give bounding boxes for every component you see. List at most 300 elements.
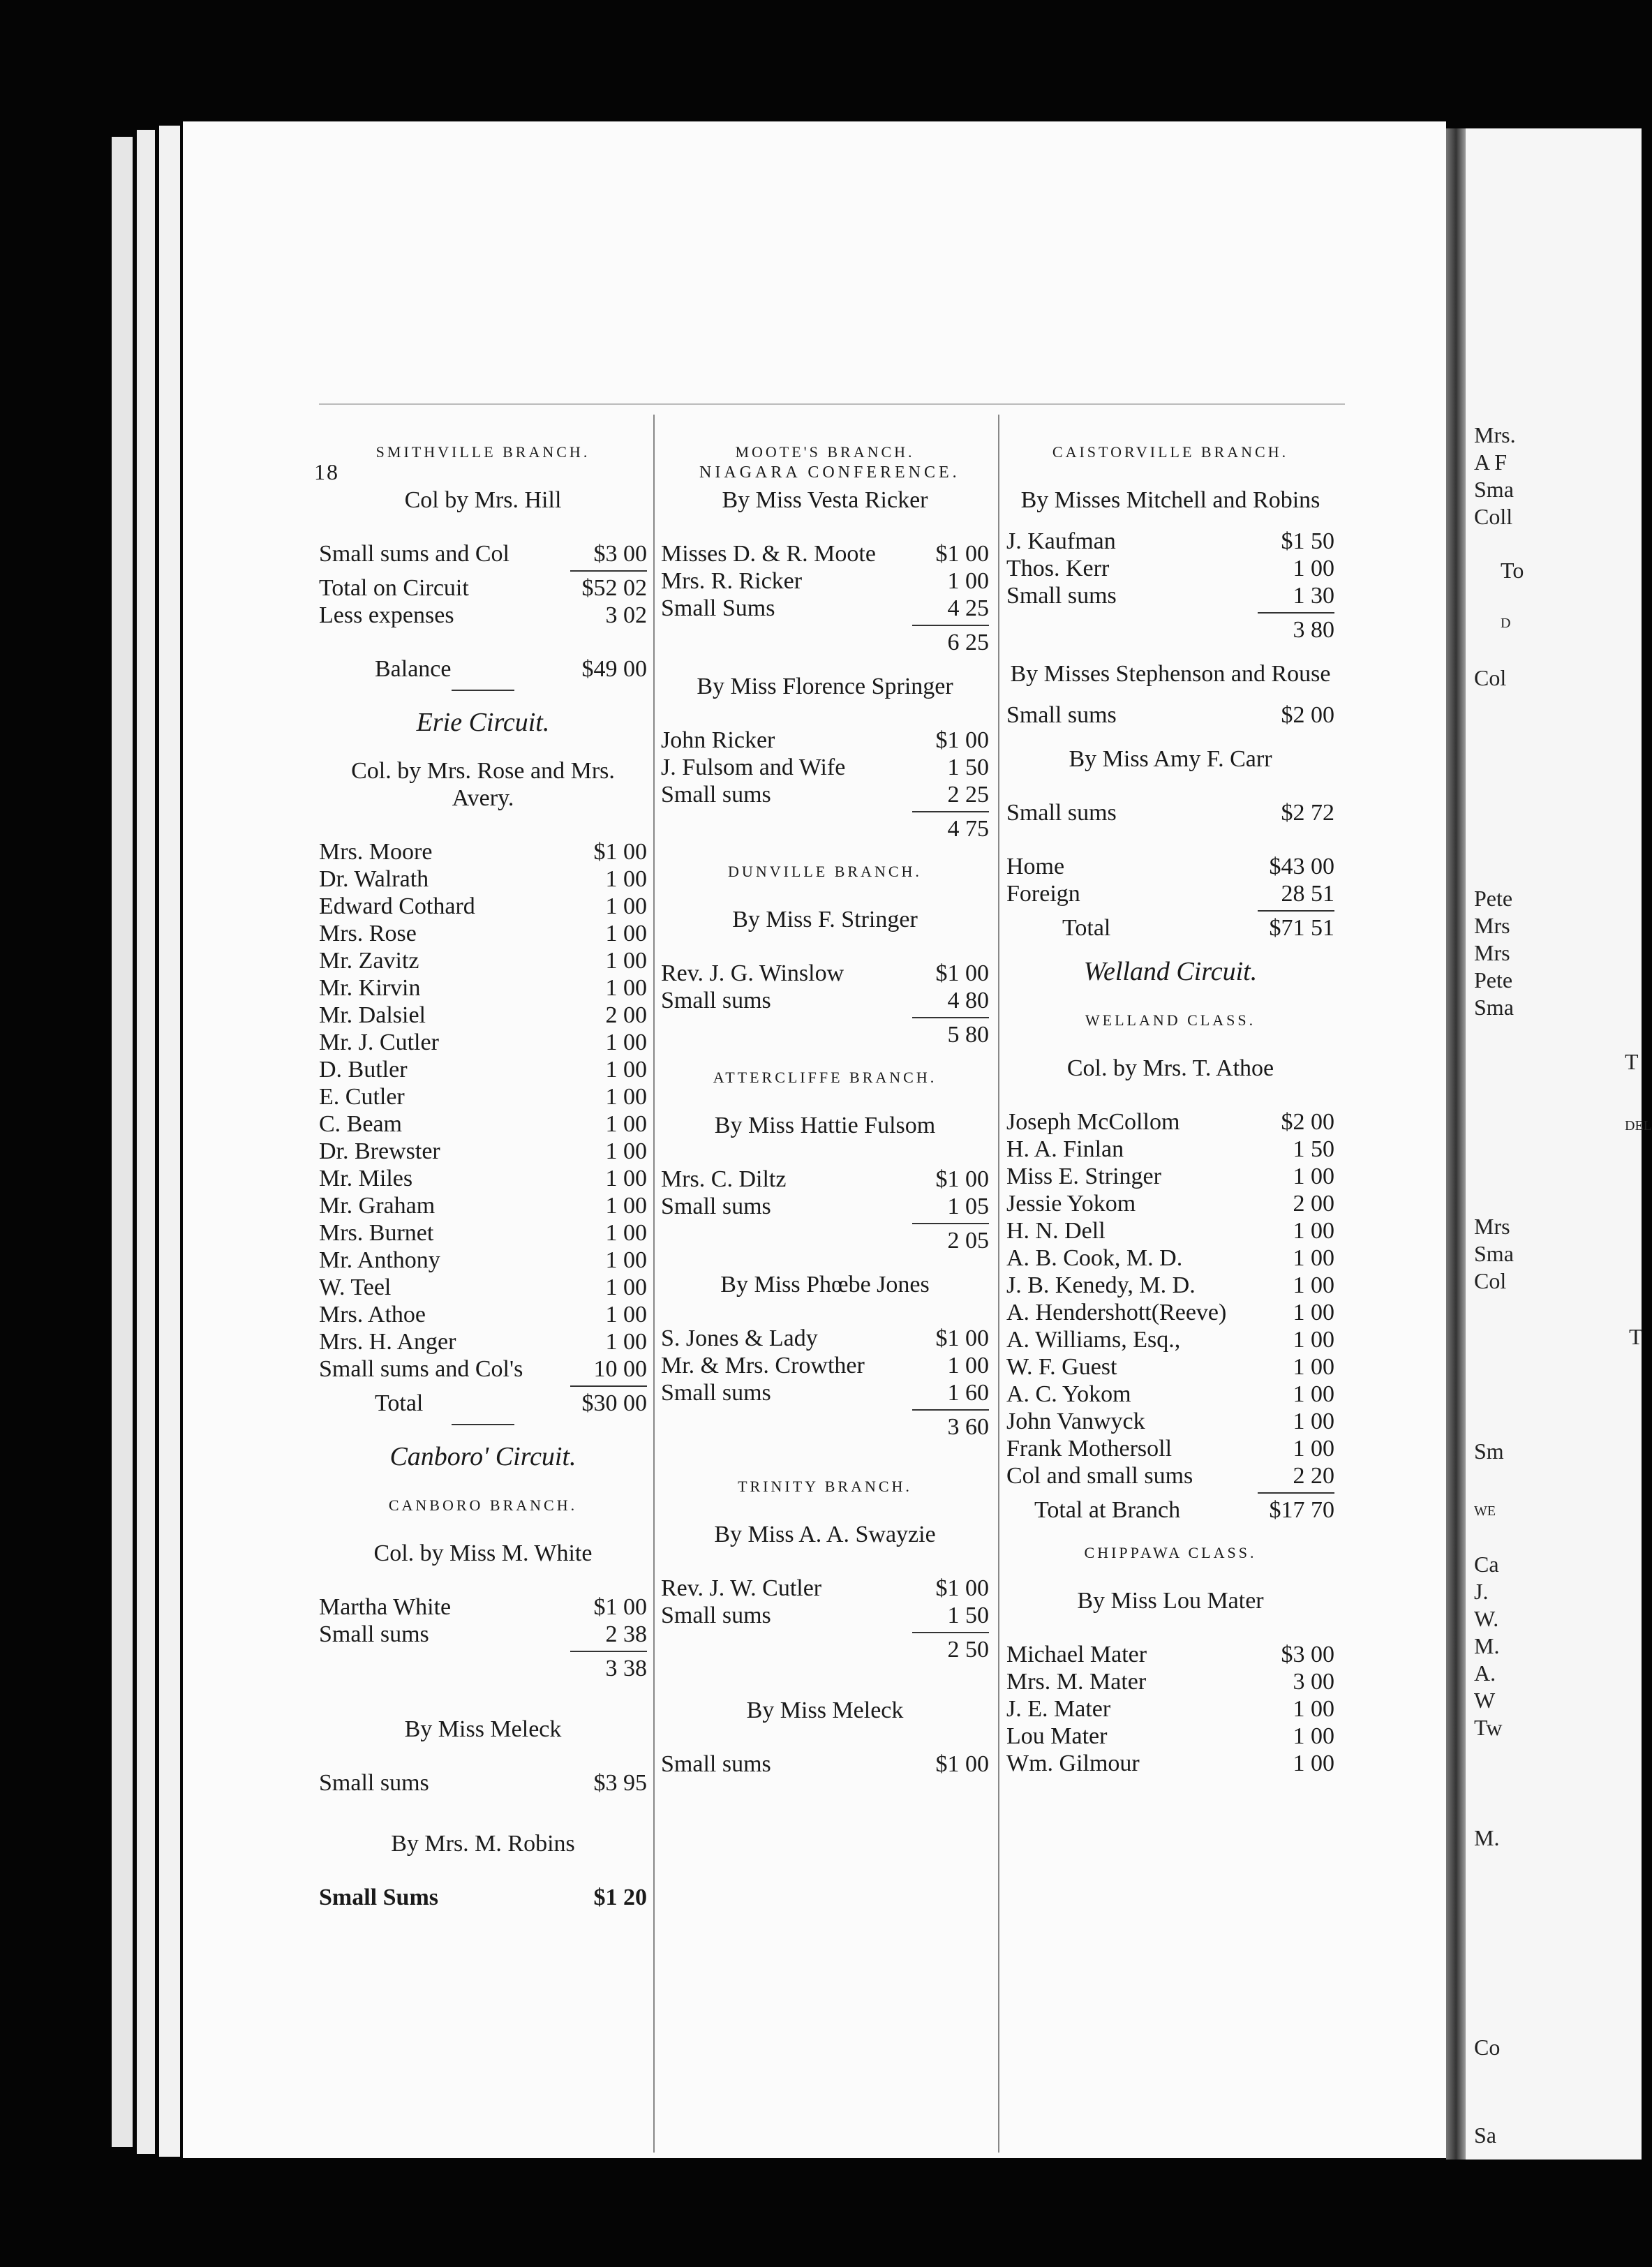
entry-amount: 1 00	[605, 975, 647, 1001]
entry-row	[319, 920, 647, 947]
entry-amount: $3 95	[593, 1770, 647, 1796]
fragment: A F	[1474, 449, 1508, 475]
fragment: Ca	[1474, 1552, 1499, 1577]
entry-name: Balance	[375, 656, 452, 682]
fragment: T	[1625, 1049, 1639, 1074]
entry-amount: 1 00	[605, 1084, 647, 1110]
entry-amount: 1 00	[1293, 1723, 1334, 1749]
column-rule	[998, 415, 999, 2153]
page-edge	[137, 130, 155, 2154]
circuit-heading: Welland Circuit.	[1083, 957, 1258, 986]
subtotal-row	[661, 1413, 989, 1441]
fragment: Tw	[1474, 1715, 1503, 1740]
entry-name: H. A. Finlan	[1006, 1136, 1124, 1162]
entry-name: A. B. Cook, M. D.	[1006, 1245, 1183, 1271]
fragment: M.	[1474, 1633, 1500, 1658]
fragment: A.	[1474, 1660, 1496, 1686]
entry-amount: $1 50	[1281, 528, 1334, 554]
entry-row	[661, 1575, 989, 1602]
entry-amount: 3 00	[1293, 1669, 1334, 1695]
entry-amount: 1 00	[1293, 1218, 1334, 1244]
entry-name: Mr. & Mrs. Crowther	[661, 1353, 865, 1378]
entry-amount: 2 25	[947, 782, 989, 808]
entry-name: Rev. J. W. Cutler	[661, 1575, 822, 1601]
subtotal-row	[661, 1636, 989, 1663]
entry-amount: 1 00	[605, 1030, 647, 1055]
total-row	[319, 1390, 647, 1417]
fragment: W.	[1474, 1606, 1499, 1631]
entry-name: S. Jones & Lady	[661, 1325, 818, 1351]
entry-name: Small sums	[1006, 800, 1117, 826]
sum-rule	[912, 1632, 989, 1633]
entry-name: Total at Branch	[1034, 1497, 1181, 1523]
entry-name: Small sums	[1006, 583, 1117, 609]
entry-name: Total on Circuit	[319, 575, 469, 601]
entry-name: Mrs. M. Mater	[1006, 1669, 1147, 1695]
fragment: Sma	[1474, 1241, 1514, 1266]
entry-amount: 3 80	[1293, 617, 1334, 643]
entry-amount: 1 00	[947, 568, 989, 594]
collector-line: By Miss Amy F. Carr	[1069, 746, 1272, 772]
entry-amount: 10 00	[593, 1356, 647, 1382]
entry-amount: 1 00	[605, 948, 647, 974]
entry-name: Edward Cothard	[319, 893, 475, 919]
entry-amount: $3 00	[593, 541, 647, 567]
entry-name: Small sums and Col	[319, 541, 509, 567]
entry-name: Mrs. Moore	[319, 839, 433, 865]
entry-row	[1006, 1326, 1334, 1353]
entry-row	[661, 1193, 989, 1220]
entry-amount: $1 00	[593, 1594, 647, 1620]
entry-amount: $49 00	[581, 656, 647, 682]
entry-name: Wm. Gilmour	[1006, 1751, 1140, 1776]
entry-row	[319, 1769, 647, 1797]
entry-name: Jessie Yokom	[1006, 1191, 1136, 1217]
entry-amount: 1 00	[605, 1138, 647, 1164]
entry-row	[319, 1301, 647, 1328]
entry-row	[1006, 1668, 1334, 1695]
entry-name: Miss E. Stringer	[1006, 1164, 1161, 1189]
balance-row	[319, 655, 647, 683]
entry-amount: 1 00	[1293, 1751, 1334, 1776]
entry-name: John Vanwyck	[1006, 1408, 1145, 1434]
entry-name: W. Teel	[319, 1274, 392, 1300]
entry-amount: 1 00	[605, 866, 647, 892]
entry-amount: $1 00	[935, 1325, 989, 1351]
entry-name: Small sums	[661, 1751, 771, 1777]
entry-row	[319, 1621, 647, 1648]
circuit-heading: Canboro' Circuit.	[389, 1442, 576, 1471]
section-divider	[452, 690, 514, 691]
fragment: Sm	[1474, 1439, 1504, 1464]
entry-amount: $3 00	[1281, 1642, 1334, 1667]
entry-amount: 1 00	[605, 921, 647, 946]
entry-row	[661, 781, 989, 808]
entry-name: J. Fulsom and Wife	[661, 755, 846, 780]
entry-amount: 2 38	[605, 1621, 647, 1647]
page-edge	[112, 137, 133, 2147]
entry-row	[319, 1110, 647, 1138]
entry-amount: 3 38	[605, 1656, 647, 1681]
entry-name: Mrs. Athoe	[319, 1302, 426, 1328]
entry-row	[1006, 1723, 1334, 1750]
entry-row	[1006, 555, 1334, 582]
entry-amount: 4 75	[947, 816, 989, 842]
collector-line: By Misses Mitchell and Robins	[1020, 487, 1320, 513]
entry-amount: $2 72	[1281, 800, 1334, 826]
entry-name: Mrs. Rose	[319, 921, 417, 946]
section-heading: SMITHVILLE BRANCH.	[375, 443, 590, 461]
entry-amount: 2 00	[1293, 1191, 1334, 1217]
entry-row	[319, 574, 647, 602]
section-heading: TRINITY BRANCH.	[738, 1478, 912, 1495]
entry-amount: 1 00	[1293, 1436, 1334, 1462]
entry-row	[1006, 1641, 1334, 1668]
entry-amount: 6 25	[947, 630, 989, 655]
entry-amount: 1 00	[1293, 1381, 1334, 1407]
entry-row	[319, 1593, 647, 1621]
entry-row	[319, 1029, 647, 1056]
entry-amount: $1 20	[593, 1885, 647, 1910]
entry-amount: 1 00	[1293, 1164, 1334, 1189]
entry-row	[1006, 1163, 1334, 1190]
entry-amount: $71 51	[1269, 915, 1334, 941]
entry-amount: $2 00	[1281, 702, 1334, 728]
entry-name: Small sums	[1006, 702, 1117, 728]
sum-rule	[1258, 1492, 1334, 1494]
fragment: Col	[1474, 1268, 1507, 1293]
entry-row	[661, 1166, 989, 1193]
entry-amount: $1 00	[935, 1166, 989, 1192]
collector-line: Col. by Mrs. Rose and Mrs. Avery.	[351, 758, 615, 811]
sum-rule	[1258, 910, 1334, 912]
sum-rule	[912, 625, 989, 626]
entry-name: Small Sums	[661, 595, 775, 621]
entry-amount: 3 60	[947, 1414, 989, 1440]
entry-row	[661, 1379, 989, 1406]
entry-amount: 4 80	[947, 988, 989, 1013]
entry-name: C. Beam	[319, 1111, 402, 1137]
entry-row	[319, 1355, 647, 1383]
column-1	[319, 433, 647, 1911]
entry-name: Mr. J. Cutler	[319, 1030, 439, 1055]
entry-amount: 1 30	[1293, 583, 1334, 609]
fragment: T	[1629, 1324, 1643, 1349]
entry-amount: $43 00	[1269, 854, 1334, 879]
section-heading: WELLAND CLASS.	[1085, 1011, 1256, 1029]
entry-amount: 1 00	[1293, 1327, 1334, 1353]
entry-name: W. F. Guest	[1006, 1354, 1117, 1380]
fragment: J.	[1474, 1579, 1489, 1604]
entry-name: Foreign	[1006, 881, 1080, 907]
entry-amount: 3 02	[605, 602, 647, 628]
circuit-heading: Erie Circuit.	[416, 708, 550, 737]
entry-row	[319, 1192, 647, 1219]
entry-row	[319, 1274, 647, 1301]
entry-name: J. E. Mater	[1006, 1696, 1111, 1722]
entry-amount: 1 00	[1293, 1354, 1334, 1380]
entry-amount: 1 00	[605, 1302, 647, 1328]
entry-name: J. B. Kenedy, M. D.	[1006, 1272, 1196, 1298]
entry-amount: 2 20	[1293, 1463, 1334, 1489]
sum-rule	[912, 1223, 989, 1224]
entry-row	[319, 947, 647, 974]
entry-name: Frank Mothersoll	[1006, 1436, 1173, 1462]
fragment: Mrs.	[1474, 422, 1516, 447]
fragment: WE	[1474, 1503, 1496, 1519]
entry-row	[661, 1751, 989, 1778]
entry-row	[1006, 799, 1334, 826]
entry-amount: 1 00	[605, 1166, 647, 1191]
entry-name: Mr. Anthony	[319, 1247, 440, 1273]
entry-row	[1006, 1408, 1334, 1435]
entry-amount: 2 50	[947, 1637, 989, 1663]
entry-row	[319, 540, 647, 567]
entry-name: Small sums	[661, 782, 771, 808]
entry-row	[1006, 1462, 1334, 1489]
sum-rule	[912, 811, 989, 812]
erie-list	[319, 838, 647, 1383]
sum-rule	[912, 1409, 989, 1411]
fragment: Sma	[1474, 995, 1514, 1020]
entry-amount: $1 00	[935, 727, 989, 753]
sum-rule	[570, 1385, 647, 1387]
header-rule	[319, 403, 1345, 405]
collector-line: Col. by Mrs. T. Athoe	[1066, 1055, 1274, 1081]
entry-amount: 1 00	[1293, 1696, 1334, 1722]
entry-name: Mr. Zavitz	[319, 948, 419, 974]
fragment: To	[1501, 558, 1524, 583]
collector-line: By Mrs. M. Robins	[391, 1831, 575, 1857]
entry-name: Col and small sums	[1006, 1463, 1193, 1489]
entry-row	[319, 1219, 647, 1247]
entry-amount: 1 00	[605, 1057, 647, 1083]
subtotal-row	[661, 629, 989, 656]
entry-row	[319, 1328, 647, 1355]
collector-line: By Miss Phœbe Jones	[720, 1272, 930, 1298]
chippawa-list	[1006, 1641, 1334, 1777]
entry-amount: 4 25	[947, 595, 989, 621]
entry-row	[1006, 1299, 1334, 1326]
entry-name: A. Williams, Esq.,	[1006, 1327, 1181, 1353]
entry-amount: $1 00	[935, 541, 989, 567]
entry-amount: 1 50	[947, 755, 989, 780]
entry-row	[319, 974, 647, 1002]
entry-name: Mr. Kirvin	[319, 975, 421, 1001]
section-heading: CAISTORVILLE BRANCH.	[1052, 443, 1289, 461]
entry-amount: 1 05	[947, 1194, 989, 1219]
entry-name: J. Kaufman	[1006, 528, 1116, 554]
entry-row	[1006, 1108, 1334, 1136]
column-3	[1006, 433, 1334, 1777]
sum-rule	[570, 1651, 647, 1652]
entry-name: A. C. Yokom	[1006, 1381, 1131, 1407]
entry-name: Total	[375, 1390, 424, 1416]
entry-row	[319, 602, 647, 629]
entry-amount: 2 05	[947, 1228, 989, 1254]
collector-line: Col by Mrs. Hill	[404, 487, 562, 513]
entry-name: Small sums	[661, 1194, 771, 1219]
entry-row	[1006, 1750, 1334, 1777]
entry-row	[661, 1325, 989, 1352]
entry-row	[1006, 1381, 1334, 1408]
fragment: W	[1474, 1688, 1496, 1713]
entry-amount: 1 50	[947, 1603, 989, 1628]
column-2	[661, 433, 989, 1778]
entry-row	[319, 838, 647, 865]
entry-row	[661, 540, 989, 567]
entry-name: E. Cutler	[319, 1084, 405, 1110]
entry-name: Mr. Miles	[319, 1166, 413, 1191]
entry-row	[319, 1247, 647, 1274]
fragment: Sa	[1474, 2123, 1496, 2148]
entry-amount: 1 00	[605, 893, 647, 919]
entry-amount: $1 00	[935, 1575, 989, 1601]
fragment: Mrs	[1474, 913, 1510, 938]
fragment: Mrs	[1474, 940, 1510, 965]
entry-amount: 1 00	[605, 1329, 647, 1355]
entry-name: Less expenses	[319, 602, 454, 628]
collector-line: By Misses Stephenson and Rouse	[1010, 661, 1331, 687]
entry-row	[661, 960, 989, 987]
section-heading: CHIPPAWA CLASS.	[1084, 1544, 1257, 1561]
entry-row	[661, 1352, 989, 1379]
entry-row	[661, 754, 989, 781]
entry-amount: 1 00	[1293, 1245, 1334, 1271]
entry-amount: 1 50	[1293, 1136, 1334, 1162]
sum-rule	[570, 570, 647, 572]
entry-row	[661, 1602, 989, 1629]
entry-amount: 1 00	[1293, 1300, 1334, 1325]
entry-row	[319, 1165, 647, 1192]
entry-name: Mrs. C. Diltz	[661, 1166, 787, 1192]
entry-name: Lou Mater	[1006, 1723, 1108, 1749]
entry-name: Mrs. H. Anger	[319, 1329, 456, 1355]
entry-row	[1006, 1272, 1334, 1299]
entry-amount: 1 00	[605, 1274, 647, 1300]
entry-row	[319, 1138, 647, 1165]
fragment: Mrs	[1474, 1214, 1510, 1239]
page-number: 18	[314, 459, 339, 484]
section-heading: CANBORO BRANCH.	[388, 1496, 578, 1514]
entry-amount: 1 00	[605, 1220, 647, 1246]
entry-amount: 1 00	[1293, 1408, 1334, 1434]
entry-name: Mr. Dalsiel	[319, 1002, 426, 1028]
collector-line: By Miss Vesta Ricker	[722, 487, 928, 513]
entry-name: Small Sums	[319, 1885, 438, 1910]
entry-row	[1006, 880, 1334, 907]
entry-name: H. N. Dell	[1006, 1218, 1106, 1244]
total-row	[1006, 914, 1334, 942]
entry-amount: 1 00	[1293, 1272, 1334, 1298]
entry-name: Dr. Brewster	[319, 1138, 440, 1164]
entry-amount: 28 51	[1281, 881, 1334, 907]
section-heading: DUNVILLE BRANCH.	[728, 863, 922, 880]
entry-name: Michael Mater	[1006, 1642, 1147, 1667]
entry-amount: 1 00	[605, 1193, 647, 1219]
entry-name: Joseph McCollom	[1006, 1109, 1180, 1135]
collector-line: By Miss Meleck	[404, 1716, 562, 1742]
entry-amount: 5 80	[947, 1022, 989, 1048]
entry-row	[1006, 1190, 1334, 1217]
total-row	[1006, 1496, 1334, 1524]
page-edge	[159, 126, 180, 2157]
collector-line: By Miss A. A. Swayzie	[714, 1522, 936, 1547]
entry-row	[1006, 1136, 1334, 1163]
entry-amount: $2 00	[1281, 1109, 1334, 1135]
entry-row	[319, 1884, 647, 1911]
entry-row	[319, 893, 647, 920]
entry-amount: 2 00	[605, 1002, 647, 1028]
entry-row	[319, 1056, 647, 1083]
entry-name: Mrs. R. Ricker	[661, 568, 803, 594]
section-divider	[452, 1424, 514, 1425]
entry-row	[1006, 1217, 1334, 1244]
entry-name: Rev. J. G. Winslow	[661, 960, 844, 986]
entry-row	[661, 727, 989, 754]
entry-row	[1006, 1244, 1334, 1272]
collector-line: Col. by Miss M. White	[373, 1540, 593, 1566]
fragment: Pete	[1474, 886, 1513, 911]
collector-line: By Miss F. Stringer	[732, 907, 918, 932]
entry-amount: $1 00	[935, 1751, 989, 1777]
entry-amount: 1 00	[605, 1247, 647, 1273]
entry-amount: 1 00	[1293, 556, 1334, 581]
entry-name: Small sums and Col's	[319, 1356, 523, 1382]
sum-rule	[1258, 612, 1334, 614]
entry-name: Dr. Walrath	[319, 866, 429, 892]
collector-line: By Miss Lou Mater	[1077, 1588, 1264, 1614]
entry-row	[1006, 528, 1334, 555]
entry-name: Small sums	[661, 988, 771, 1013]
fragment: Col	[1474, 665, 1507, 690]
section-heading: ATTERCLIFFE BRANCH.	[713, 1069, 937, 1086]
entry-name: Small sums	[319, 1770, 429, 1796]
entry-amount: 1 00	[947, 1353, 989, 1378]
entry-name: John Ricker	[661, 727, 775, 753]
facing-page	[1466, 128, 1652, 2160]
entry-row	[1006, 853, 1334, 880]
fragment: Pete	[1474, 967, 1513, 993]
sum-rule	[912, 1017, 989, 1018]
entry-row	[319, 865, 647, 893]
entry-name: Home	[1006, 854, 1065, 879]
fragment: Coll	[1474, 504, 1513, 529]
fragment: D	[1501, 616, 1511, 631]
collector-line: By Miss Hattie Fulsom	[714, 1113, 936, 1138]
collector-line: By Miss Meleck	[746, 1697, 904, 1723]
entry-name: D. Butler	[319, 1057, 408, 1083]
entry-row	[1006, 582, 1334, 609]
entry-name: Small sums	[319, 1621, 429, 1647]
entry-row	[319, 1083, 647, 1110]
fragment: Sma	[1474, 477, 1514, 502]
section-heading: MOOTE'S BRANCH.	[735, 443, 915, 461]
book-page	[183, 121, 1446, 2158]
entry-name: Small sums	[661, 1380, 771, 1406]
entry-amount: $1 00	[593, 839, 647, 865]
collector-line: By Miss Florence Springer	[697, 674, 953, 699]
entry-name: Small sums	[661, 1603, 771, 1628]
entry-amount: $30 00	[581, 1390, 647, 1416]
entry-row	[1006, 1695, 1334, 1723]
entry-name: A. Hendershott(Reeve)	[1006, 1300, 1227, 1325]
entry-amount: $17 70	[1269, 1497, 1334, 1523]
column-rule	[653, 415, 655, 2153]
entry-row	[1006, 1435, 1334, 1462]
entry-row	[661, 567, 989, 595]
welland-list	[1006, 1108, 1334, 1489]
